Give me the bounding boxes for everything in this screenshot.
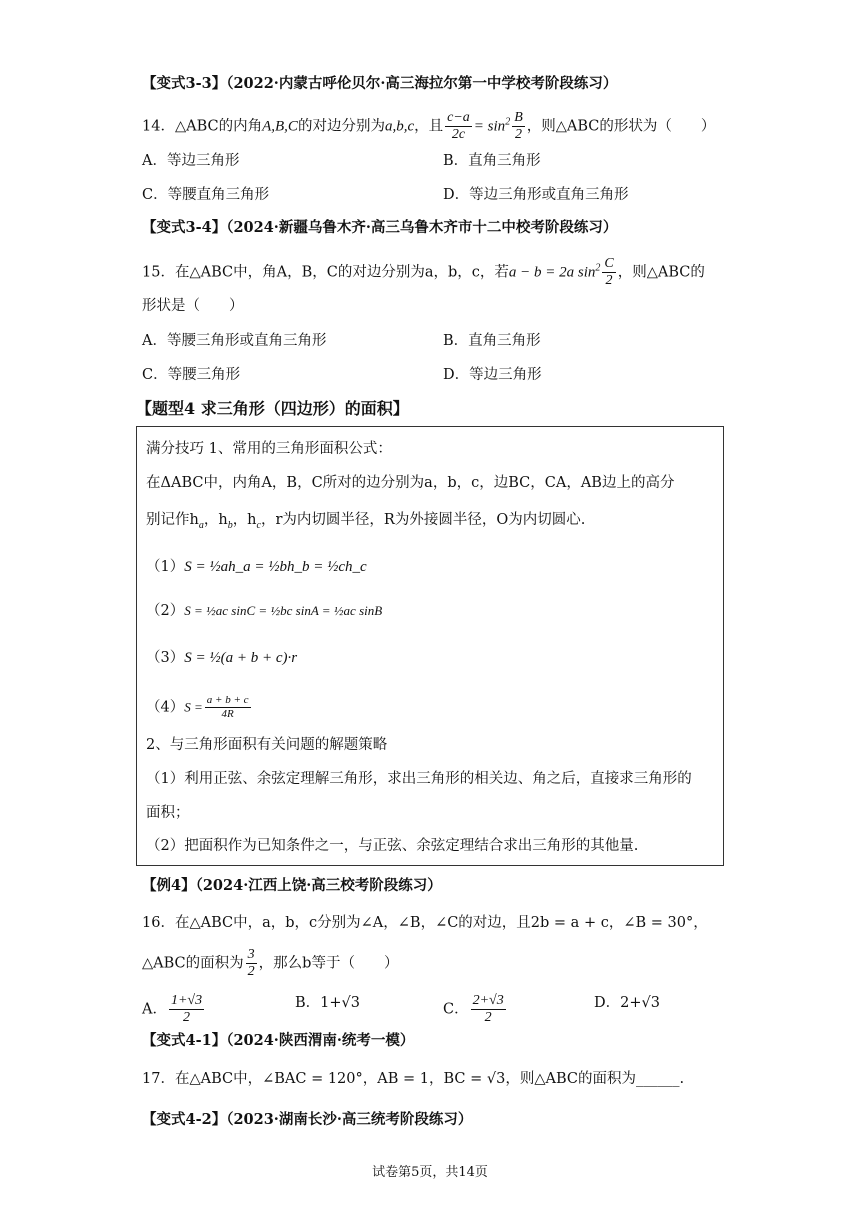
q15-option-a[interactable]: A．等腰三角形或直角三角形 — [142, 333, 327, 349]
q14-option-a[interactable]: A．等边三角形 — [142, 153, 240, 169]
strategy-heading: 2、与三角形面积有关问题的解题策略 — [146, 737, 388, 753]
q16-option-a[interactable]: A． $\frac{1+√3}{2}$ — [142, 993, 203, 1025]
variant-4-1-header: 【变式4-1】（2024·陕西渭南·统考一模） — [142, 1032, 415, 1049]
tips-line-1: 满分技巧 1、常用的三角形面积公式： — [146, 441, 392, 457]
strategy-2: （2）把面积作为已知条件之一，与正弦、余弦定理结合求出三角形的其他量. — [146, 838, 639, 854]
page-footer: 试卷第5页，共14页 — [372, 1165, 488, 1180]
q14-option-d[interactable]: D．等边三角形或直角三角形 — [443, 187, 629, 203]
q16-option-c[interactable]: C． $\frac{2+√3}{2}$ — [443, 993, 504, 1025]
q15-option-b[interactable]: B．直角三角形 — [443, 333, 541, 349]
type-4-header: 【题型4 求三角形（四边形）的面积】 — [136, 399, 409, 418]
question-16-line2: △ABC的面积为 $\frac{3}{2}$ ，那么b等于（ ） — [142, 947, 399, 979]
question-14: 14．△ABC的内角A,B,C的对边分别为a,b,c，且 $\frac{c-a}{2c}$ = $\sin^2$ $\frac{B}{2}$ ，则△ABC的形状为（ ） — [142, 110, 716, 142]
formula-3: （3）S = ½(a + b + c)·r — [146, 650, 298, 666]
formula-2: （2）S = ½ac sinC = ½bc sinA = ½ac sinB — [146, 603, 383, 619]
example-4-header: 【例4】（2024·江西上饶·高三校考阶段练习） — [142, 877, 442, 894]
variant-3-3-header: 【变式3-3】（2022·内蒙古呼伦贝尔·高三海拉尔第一中学校考阶段练习） — [142, 75, 618, 92]
q15-option-c[interactable]: C．等腰三角形 — [142, 367, 241, 383]
tips-line-3: 别记作$h_a$，$h_b$，$h_c$，r为内切圆半径，R为外接圆半径，O为内切圆心. — [146, 512, 586, 531]
formula-4: （4）S = $\frac{a + b + c}{4R}$ — [146, 694, 249, 720]
strategy-1b: 面积； — [146, 805, 190, 821]
tips-line-2: 在ΔABC中，内角A，B，C所对的边分别为a，b，c，边BC，CA，AB边上的高分 — [146, 475, 675, 491]
q15-option-d[interactable]: D．等边三角形 — [443, 367, 542, 383]
variant-3-4-header: 【变式3-4】（2024·新疆乌鲁木齐·高三乌鲁木齐市十二中校考阶段练习） — [142, 219, 618, 236]
question-15-line2: 形状是（ ） — [142, 298, 244, 314]
question-17: 17．在△ABC中，∠BAC = 120°，AB = 1，BC = √3，则△ABC的面积为______. — [142, 1071, 685, 1087]
q16-option-d[interactable]: D．2+√3 — [594, 995, 660, 1011]
q14-option-c[interactable]: C．等腰直角三角形 — [142, 187, 270, 203]
variant-4-2-header: 【变式4-2】（2023·湖南长沙·高三统考阶段练习） — [142, 1111, 473, 1128]
q14-option-b[interactable]: B．直角三角形 — [443, 153, 541, 169]
q16-option-b[interactable]: B．1+√3 — [295, 995, 360, 1011]
question-15: 15．在△ABC中，角A，B，C的对边分别为a，b，c，若a − b = 2a $\sin^2$ $\frac{C}{2}$ ，则△ABC的 — [142, 256, 705, 288]
formula-1: （1）S = ½ah_a = ½bh_b = ½ch_c — [146, 559, 367, 575]
question-16: 16．在△ABC中，a，b，c分别为∠A，∠B，∠C的对边，且2b = a + c，∠B = 30°， — [142, 915, 708, 931]
strategy-1a: （1）利用正弦、余弦定理解三角形，求出三角形的相关边、角之后，直接求三角形的 — [146, 771, 692, 787]
